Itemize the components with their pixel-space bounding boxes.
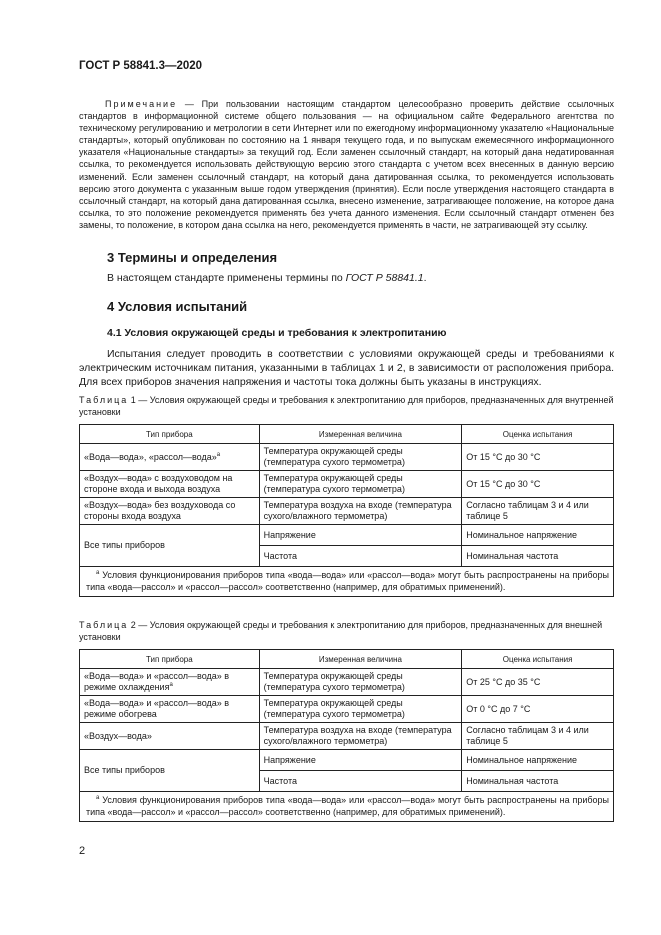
table-row xyxy=(80,723,614,750)
table-row xyxy=(80,696,614,723)
table-footnote: $^a$ Условия функционирования приборов типа «вода—вода» или «рассол—вода» могут быть распространены на приборы типа «вода—рассол» и «рассол—рассол» соответственно (например, для обратимых применений). xyxy=(80,792,614,822)
section-4-heading: 4 Условия испытаний xyxy=(107,299,248,314)
device-type-cell: Все типы приборов xyxy=(80,525,260,567)
value-cell: От 15 °C до 30 °C xyxy=(462,444,614,471)
column-header: Измеренная величина xyxy=(259,425,462,444)
column-header: Оценка испытания xyxy=(462,425,614,444)
table-1-caption-text: 1 — Условия окружающей среды и требования к электропитанию для приборов, предназначенных для внутренней установки xyxy=(79,395,614,417)
page-header: ГОСТ Р 58841.3—2020 xyxy=(79,60,203,72)
footnote-ref: a xyxy=(169,682,173,688)
value-cell: Номинальное напряжение xyxy=(462,525,614,546)
table-footnote: $^a$ Условия функционирования приборов типа «вода—вода» или «рассол—вода» могут быть распространены на приборы типа «вода—рассол» и «рассол—рассол» соответственно (например, для обратимых применений). xyxy=(80,567,614,597)
quantity-cell: Температура окружающей среды (температура сухого термометра) xyxy=(259,444,462,471)
column-header: Измеренная величина xyxy=(259,650,462,669)
quantity-cell: Температура воздуха на входе (температура сухого/влажного термометра) xyxy=(259,723,462,750)
table-row xyxy=(80,498,614,525)
table-2-label: Таблица xyxy=(79,620,129,630)
value-cell: От 0 °C до 7 °C xyxy=(462,696,614,723)
standard-reference: ГОСТ Р 58841.1 xyxy=(345,272,424,284)
section-3-paragraph xyxy=(79,271,614,285)
table-footnote-row xyxy=(80,792,614,822)
table-row xyxy=(80,750,614,771)
quantity-cell: Температура окружающей среды (температура сухого термометра) xyxy=(259,696,462,723)
table-1 xyxy=(79,424,614,597)
quantity-cell: Температура окружающей среды (температура сухого термометра) xyxy=(259,471,462,498)
table-row xyxy=(80,471,614,498)
page-number: 2 xyxy=(79,845,86,857)
footnote-mark: a xyxy=(96,795,100,801)
table-row xyxy=(80,525,614,546)
column-header: Тип прибора xyxy=(80,425,260,444)
table-header-row xyxy=(80,425,614,444)
device-type-cell: «Воздух—вода» без воздуховода со стороны входа воздуха xyxy=(80,498,260,525)
column-header: Тип прибора xyxy=(80,650,260,669)
device-type-cell: Все типы приборов xyxy=(80,750,260,792)
column-header: Оценка испытания xyxy=(462,650,614,669)
quantity-cell: Напряжение xyxy=(259,525,462,546)
table-footnote-row xyxy=(80,567,614,597)
device-type-cell: «Вода—вода» и «рассол—вода» в режиме обогрева xyxy=(80,696,260,723)
table-row xyxy=(80,669,614,696)
note-label: Примечание xyxy=(105,99,178,109)
note-text: — При пользовании настоящим стандартом целесообразно проверить действие ссылочных стандартов в информационной системе общего пользования — на официальном сайте Федерального агентства по техническому регулированию и метрологии в сети Интернет или по ежегодному информационному указателю «Национальные стандарты», который опубликован по состоянию на 1 января текущего года, и по выпускам ежемесячного информационного указателя «Национальные стандарты» за текущий год. Если заменен ссылочный стандарт, на который дана недатированная ссылка, то рекомендуется использовать действующую версию этого стандарта с учетом всех внесенных в данную версию изменений. Если заменен ссылочный стандарт, на который дана датированная ссылка, то рекомендуется использовать версию этого документа с указанным выше годом утверждения (принятия). Если после утверждения настоящего стандарта в ссылочный стандарт, на который дана датированная ссылка, внесено изменение, затрагивающее положение, на которое дана ссылка, то это положение рекомендуется применять без учета данного изменения. Если ссылочный стандарт отменен без замены, то положение, в котором дана ссылка на него, рекомендуется применять в части, не затрагивающей эту ссылку. xyxy=(79,99,614,230)
value-cell: Номинальная частота xyxy=(462,771,614,792)
section-3-heading: 3 Термины и определения xyxy=(107,250,278,265)
table-2-caption-text: 2 — Условия окружающей среды и требования к электропитанию для приборов, предназначенных для внешней установки xyxy=(79,620,603,642)
device-type-cell: «Вода—вода», «рассол—вода»$^a$ xyxy=(80,444,260,471)
quantity-cell: Частота xyxy=(259,546,462,567)
section-3-text: В настоящем стандарте применены термины по xyxy=(107,272,346,284)
section-3-text-end: . xyxy=(423,272,427,284)
quantity-cell: Температура окружающей среды (температура сухого термометра) xyxy=(259,669,462,696)
quantity-cell: Напряжение xyxy=(259,750,462,771)
table-1-label: Таблица xyxy=(79,395,129,405)
value-cell: Согласно таблицам 3 и 4 или таблице 5 xyxy=(462,498,614,525)
value-cell: Номинальное напряжение xyxy=(462,750,614,771)
section-4-1-paragraph: Испытания следует проводить в соответствии с условиями окружающей среды и требованиями к электрическим источникам питания, указанными в таблицах 1 и 2, в зависимости от расположения прибора. Для всех приборов значения напряжения и частоты тока должны быть указаны в инструкциях. xyxy=(79,348,614,388)
table-2 xyxy=(79,649,614,822)
table-1-caption xyxy=(79,395,624,418)
device-type-cell: «Вода—вода» и «рассол—вода» в режиме охлаждения$^a$ xyxy=(80,669,260,696)
quantity-cell: Температура воздуха на входе (температура сухого/влажного термометра) xyxy=(259,498,462,525)
device-type-cell: «Воздух—вода» с воздуховодом на стороне входа и выхода воздуха xyxy=(80,471,260,498)
table-row xyxy=(80,444,614,471)
value-cell: Согласно таблицам 3 и 4 или таблице 5 xyxy=(462,723,614,750)
note-paragraph xyxy=(79,98,614,231)
table-2-caption xyxy=(79,620,624,643)
section-4-1-heading: 4.1 Условия окружающей среды и требования к электропитанию xyxy=(107,327,447,339)
value-cell: Номинальная частота xyxy=(462,546,614,567)
quantity-cell: Частота xyxy=(259,771,462,792)
footnote-mark: a xyxy=(96,570,100,576)
table-header-row xyxy=(80,650,614,669)
footnote-ref: a xyxy=(216,451,221,458)
value-cell: От 25 °C до 35 °C xyxy=(462,669,614,696)
value-cell: От 15 °C до 30 °C xyxy=(462,471,614,498)
device-type-cell: «Воздух—вода» xyxy=(80,723,260,750)
